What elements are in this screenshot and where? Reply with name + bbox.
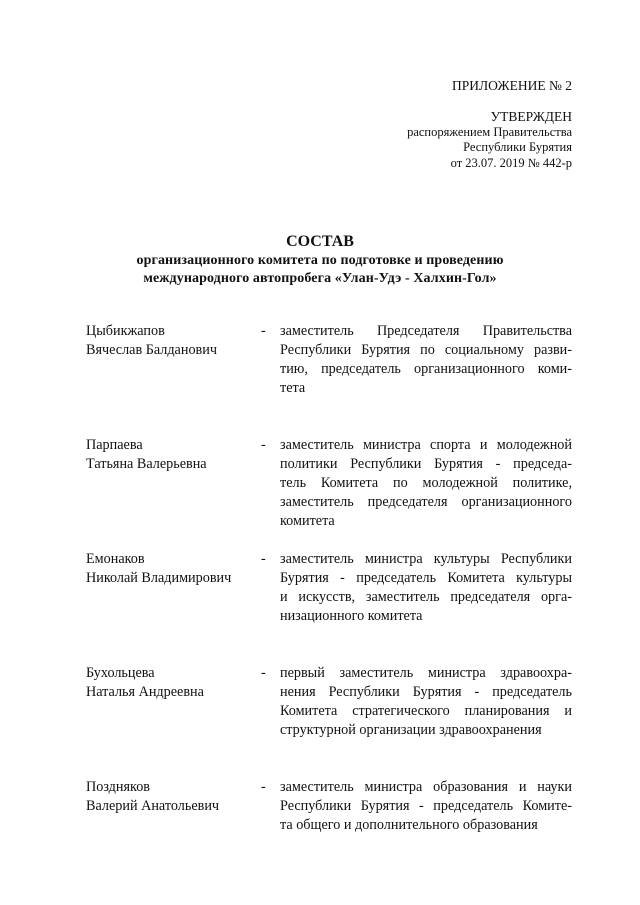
member-name (86, 664, 256, 702)
role-line: заместитель Председателя Правительства (280, 323, 572, 339)
member-given-names: Вячеслав Балданович (86, 342, 217, 358)
role-line: низационного комитета (280, 608, 423, 624)
role-line: Комитета стратегического планирования и (280, 703, 572, 719)
role-line: тель Комитета по молодежной политике, (280, 475, 572, 491)
member-surname: Бухольцева (86, 665, 155, 681)
role-line: первый заместитель министра здравоохра- (280, 665, 572, 681)
approved-by-line2: Республики Бурятия (463, 140, 572, 154)
role-line: Республики Бурятия по социальному разви- (280, 342, 572, 358)
member-dash: - (261, 665, 266, 681)
member-given-names: Николай Владимирович (86, 570, 232, 586)
member-entry (86, 778, 572, 892)
member-entry (86, 322, 572, 436)
member-surname: Поздняков (86, 779, 150, 795)
role-line: структурной организации здравоохранения (280, 722, 542, 738)
member-dash: - (261, 437, 266, 453)
member-role (280, 778, 572, 835)
approved-label: УТВЕРЖДЕН (490, 109, 572, 124)
approved-date: от 23.07. 2019 № 442-р (450, 155, 572, 170)
member-surname: Парпаева (86, 437, 143, 453)
approval-block (407, 109, 572, 171)
role-line: та общего и дополнительного образования (280, 817, 538, 833)
role-line: и искусств, заместитель председателя орга- (280, 589, 572, 605)
role-line: заместитель министра образования и науки (280, 779, 572, 795)
member-surname: Емонаков (86, 551, 145, 567)
role-line: Бурятия - председатель Комитета культуры (280, 570, 572, 586)
member-entry (86, 664, 572, 778)
appendix-label: ПРИЛОЖЕНИЕ № 2 (451, 78, 572, 93)
approved-by-line1: распоряжением Правительства (407, 124, 572, 139)
member-name (86, 550, 256, 588)
document-title (0, 232, 640, 287)
member-name (86, 778, 256, 816)
member-given-names: Наталья Андреевна (86, 684, 204, 700)
member-role (280, 436, 572, 531)
member-given-names: Татьяна Валерьевна (86, 456, 207, 472)
member-dash: - (261, 779, 266, 795)
member-role (280, 664, 572, 740)
role-line: заместитель министра спорта и молодежной (280, 437, 572, 453)
title-line-1: СОСТАВ (286, 233, 354, 250)
member-role (280, 550, 572, 626)
committee-members-list (86, 322, 572, 892)
role-line: тета (280, 380, 306, 396)
title-line-2: организационного комитета по подготовке и проведению (136, 253, 504, 268)
role-line: политики Республики Бурятия - председа- (280, 456, 572, 472)
member-name (86, 436, 256, 474)
role-line: комитета (280, 513, 335, 529)
member-entry (86, 436, 572, 550)
member-role (280, 322, 572, 398)
role-line: Республики Бурятия - председатель Комите- (280, 798, 572, 814)
role-line: нения Республики Бурятия - председатель (280, 684, 572, 700)
title-line-3: международного автопробега «Улан-Удэ - Халхин-Гол» (143, 270, 497, 286)
member-entry (86, 550, 572, 664)
member-name (86, 322, 256, 360)
member-given-names: Валерий Анатольевич (86, 798, 220, 814)
role-line: заместитель председателя организационного (280, 494, 572, 510)
role-line: тию, председатель организационного коми- (280, 361, 572, 377)
role-line: заместитель министра культуры Республики (280, 551, 572, 567)
member-surname: Цыбикжапов (86, 323, 165, 339)
member-dash: - (261, 551, 266, 567)
member-dash: - (261, 323, 266, 339)
